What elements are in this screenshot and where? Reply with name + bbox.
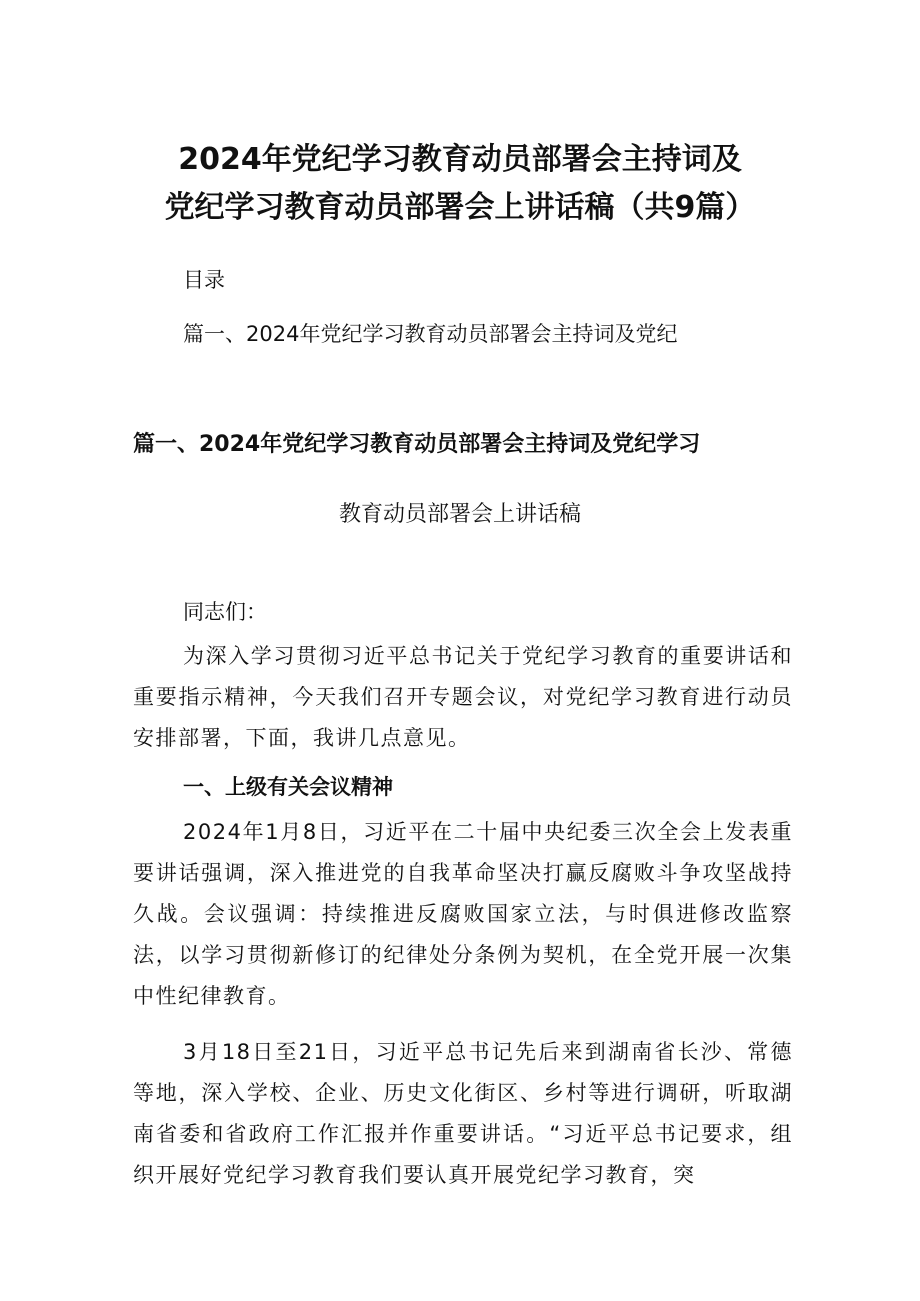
section-title-line2: 教育动员部署会上讲话稿	[338, 502, 581, 527]
paragraph-3: 3月18日至21日，习近平总书记先后来到湖南省长沙、常德等地，深入学校、企业、历史文化街区、乡村等进行调研，听取湖南省委和省政府工作汇报并作重要讲话。“习近平总书记要求，组织开展好党纪学习教育我们要认真开展党纪学习教育，突	[133, 1040, 793, 1187]
section-title-line1: 篇一、2024年党纪学习教育动员部署会主持词及党纪学习	[133, 432, 701, 457]
document-title-line1: 2024年党纪学习教育动员部署会主持词及	[178, 142, 742, 177]
toc-entry-1[interactable]: 篇一、2024年党纪学习教育动员部署会主持词及党纪	[183, 322, 678, 346]
document-title-line2: 党纪学习教育动员部署会上讲话稿（共9篇）	[164, 190, 756, 225]
salutation: 同志们：	[183, 600, 267, 624]
heading-1: 一、上级有关会议精神	[183, 775, 393, 799]
paragraph-2: 2024年1月8日，习近平在二十届中央纪委三次全会上发表重要讲话强调，深入推进党的自我革命坚决打赢反腐败斗争攻坚战持久战。会议强调：持续推进反腐败国家立法，与时俱进修改监察法，以学习贯彻新修订的纪律处分条例为契机，在全党开展一次集中性纪律教育。	[133, 820, 793, 1008]
paragraph-1: 为深入学习贯彻习近平总书记关于党纪学习教育的重要讲话和重要指示精神，今天我们召开专题会议，对党纪学习教育进行动员安排部署，下面，我讲几点意见。	[133, 644, 793, 750]
toc-label: 目录	[183, 268, 225, 292]
